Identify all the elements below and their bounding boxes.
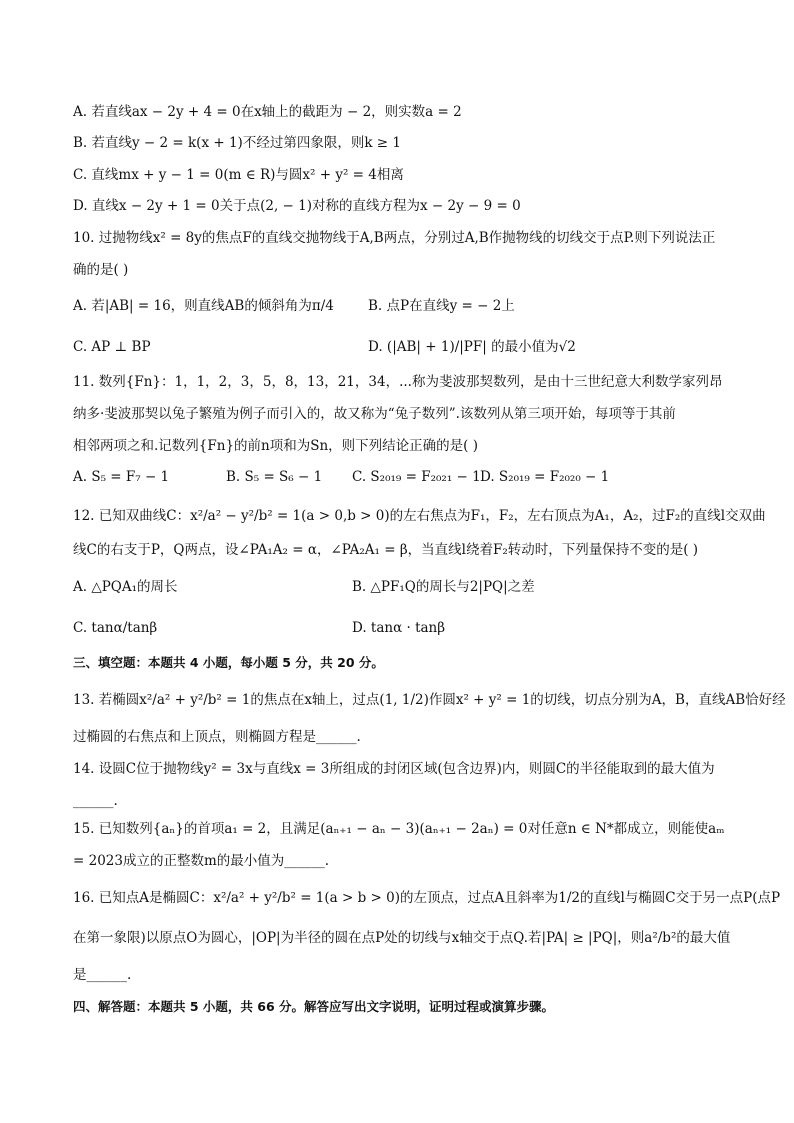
q11-option-b: B. S₅ = S₆ − 1: [226, 469, 323, 485]
q11-stem-line2: 纳多·斐波那契以兔子繁殖为例子而引入的，故又称为“兔子数列”.该数列从第三项开始，每项等于其前: [73, 406, 676, 422]
q9-option-a: A. 若直线ax − 2y + 4 = 0在x轴上的截距为 − 2，则实数a = 2: [73, 104, 462, 120]
q12-option-b: B. △PF₁Q的周长与2|PQ|之差: [352, 579, 535, 595]
q16-line2: 在第一象限)以原点O为圆心，|OP|为半径的圆在点P处的切线与x轴交于点Q.若|PA| ≥ |PQ|，则a²/b²的最大值: [73, 930, 731, 946]
q10-option-c: C. AP ⊥ BP: [73, 339, 151, 355]
q10-stem-line2: 确的是( ): [73, 262, 129, 278]
q11-option-c: C. S₂₀₁₉ = F₂₀₂₁ − 1: [352, 469, 481, 485]
q16-line3: 是______.: [73, 967, 132, 983]
q10-option-d: D. (|AB| + 1)/|PF| 的最小值为√2: [368, 339, 576, 355]
q11-option-a: A. S₅ = F₇ − 1: [73, 469, 170, 485]
q10-stem-line1: 10. 过抛物线x² = 8y的焦点F的直线交抛物线于A,B两点，分别过A,B作抛物线的切线交于点P.则下列说法正: [73, 230, 716, 246]
q12-stem-line1: 12. 已知双曲线C：x²/a² − y²/b² = 1(a > 0,b > 0)的左右焦点为F₁，F₂，左右顶点为A₁，A₂，过F₂的直线l交双曲: [73, 508, 766, 524]
section-4-heading: 四、解答题：本题共 5 小题，共 66 分。解答应写出文字说明，证明过程或演算步骤。: [73, 999, 555, 1014]
q9-option-c: C. 直线mx + y − 1 = 0(m ∈ R)与圆x² + y² = 4相离: [73, 167, 404, 183]
q12-option-c: C. tanα/tanβ: [73, 620, 158, 636]
q11-stem-line1: 11. 数列{Fn}：1，1，2，3，5，8，13，21，34，...称为斐波那契数列，是由十三世纪意大利数学家列昂: [73, 374, 723, 390]
q13-line2: 过椭圆的右焦点和上顶点，则椭圆方程是______.: [73, 729, 361, 745]
q15-line2: = 2023成立的正整数m的最小值为______.: [73, 853, 330, 869]
q13-line1: 13. 若椭圆x²/a² + y²/b² = 1的焦点在x轴上，过点(1, 1/2)作圆x² + y² = 1的切线，切点分别为A，B，直线AB恰好经: [73, 692, 786, 708]
q16-line1: 16. 已知点A是椭圆C：x²/a² + y²/b² = 1(a > b > 0)的左顶点，过点A且斜率为1/2的直线l与椭圆C交于另一点P(点P: [73, 890, 781, 906]
q14-line1: 14. 设圆C位于抛物线y² = 3x与直线x = 3所组成的封闭区域(包含边界)内，则圆C的半径能取到的最大值为: [73, 761, 715, 777]
q12-option-a: A. △PQA₁的周长: [73, 579, 178, 595]
q12-option-d: D. tanα · tanβ: [352, 620, 446, 636]
q9-option-b: B. 若直线y − 2 = k(x + 1)不经过第四象限，则k ≥ 1: [73, 135, 401, 151]
q15-line1: 15. 已知数列{aₙ}的首项a₁ = 2，且满足(aₙ₊₁ − aₙ − 3)(aₙ₊₁ − 2aₙ) = 0对任意n ∈ N*都成立，则能使aₘ: [73, 821, 725, 837]
q10-option-a: A. 若|AB| = 16，则直线AB的倾斜角为π/4: [73, 298, 334, 314]
q11-option-d: D. S₂₀₁₉ = F₂₀₂₀ − 1: [480, 469, 610, 485]
q11-stem-line3: 相邻两项之和.记数列{Fn}的前n项和为Sn，则下列结论正确的是( ): [73, 438, 478, 454]
q12-stem-line2: 线C的右支于P，Q两点，设∠PA₁A₂ = α，∠PA₂A₁ = β，当直线l绕着F₂转动时，下列量保持不变的是( ): [73, 542, 699, 558]
q14-line2: ______.: [73, 793, 118, 809]
section-3-heading: 三、填空题：本题共 4 小题，每小题 5 分，共 20 分。: [73, 655, 384, 670]
q9-option-d: D. 直线x − 2y + 1 = 0关于点(2, − 1)对称的直线方程为x − 2y − 9 = 0: [73, 198, 521, 214]
q10-option-b: B. 点P在直线y = − 2上: [368, 298, 515, 314]
